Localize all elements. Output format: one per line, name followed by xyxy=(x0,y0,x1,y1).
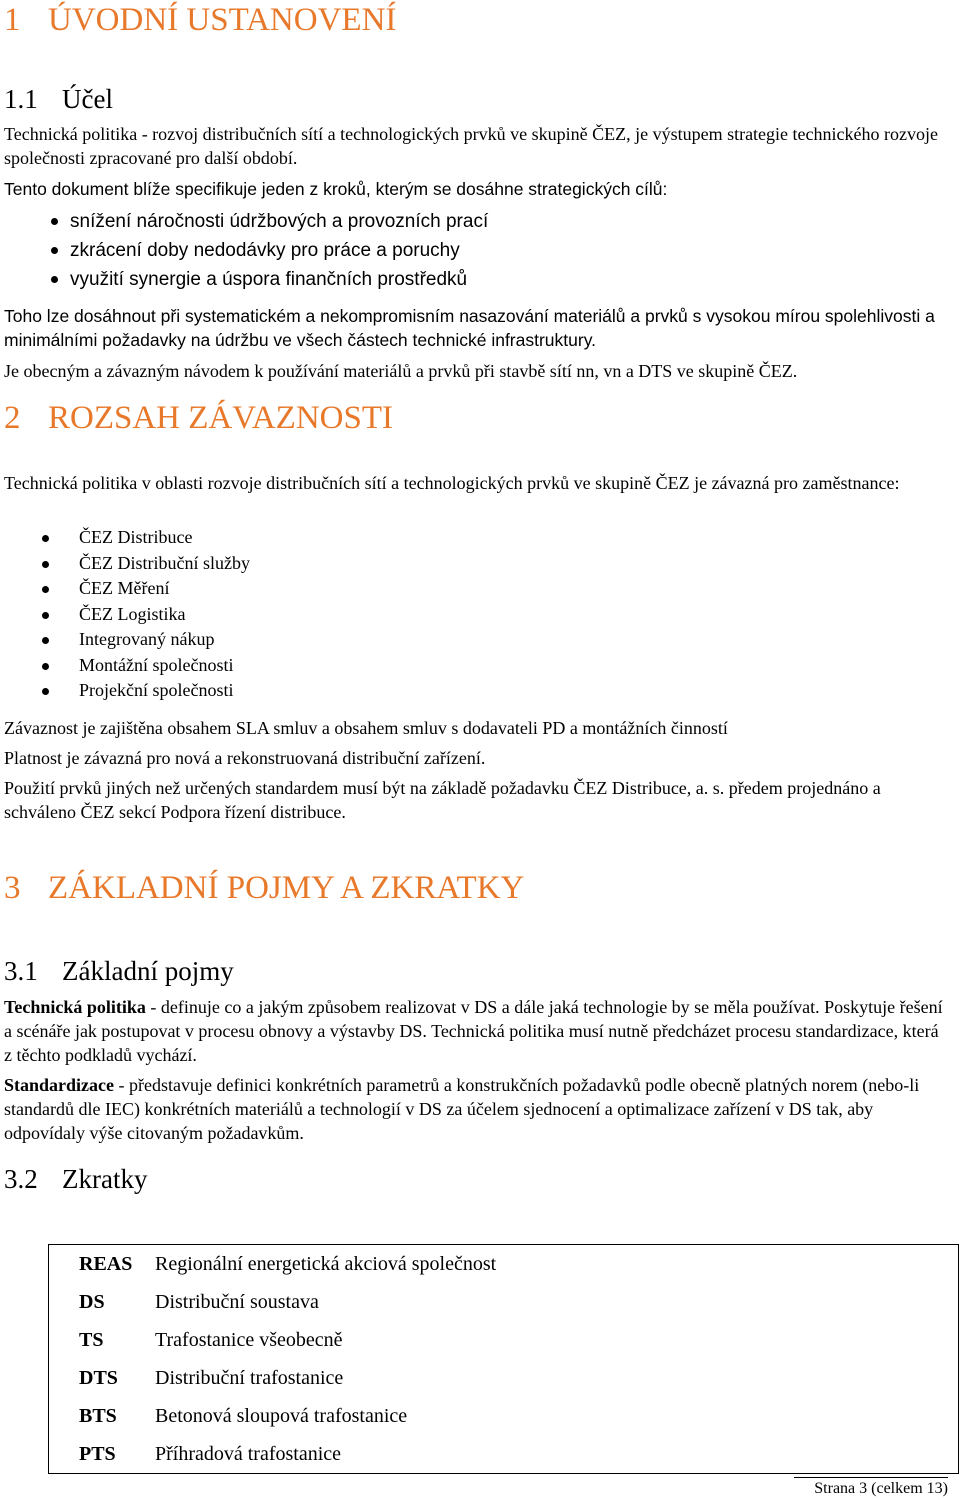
bullet-icon xyxy=(42,663,49,670)
table-row xyxy=(49,1321,959,1359)
abbr-cell: DTS xyxy=(79,1366,118,1389)
table-row xyxy=(49,1245,959,1284)
bullet-icon xyxy=(42,688,49,695)
binding-paragraph: Závaznost je zajištěna obsahem SLA smluv a obsahem smluv s dodavateli PD a montážních činností xyxy=(4,718,728,738)
term-standardization: Standardizace xyxy=(4,1075,114,1095)
usage-paragraph: Použití prvků jiných než určených standardem musí být na základě požadavku ČEZ Distribuce, a. s. předem projednáno a schváleno ČEZ sekcí Podpora řízení distribuce. xyxy=(4,778,881,822)
bullet-icon xyxy=(42,586,49,593)
abbr-cell: BTS xyxy=(79,1404,117,1427)
section-3-2-heading: 3.2 Zkratky xyxy=(4,1164,148,1194)
meaning-cell: Příhradová trafostanice xyxy=(155,1442,342,1465)
list-item: snížení náročnosti údržbových a provozních prací xyxy=(0,207,488,236)
list-item: Integrovaný nákup xyxy=(0,627,250,653)
list-item: ČEZ Měření xyxy=(0,576,250,602)
bullet-icon xyxy=(51,218,58,225)
term-technical-policy: Technická politika xyxy=(4,997,146,1017)
abbr-cell: PTS xyxy=(79,1442,116,1465)
list-item: zkrácení doby nedodávky pro práce a poruchy xyxy=(0,236,488,265)
definition-standardization: Standardizace - představuje definici konkrétních parametrů a konstrukčních požadavků podle obecně platných norem (nebo-li standardů dle IEC) konkrétních materiálů a technologií v DS za účelem sjednocení a optimalizace zařízení v DS tak, aby odpovídaly výše citovaným požadavkům. xyxy=(4,1075,920,1143)
meaning-cell: Trafostanice všeobecně xyxy=(155,1328,343,1351)
purpose-paragraph: Technická politika - rozvoj distribučních sítí a technologických prvků ve skupině ČEZ, je výstupem strategie technického rozvoje společnosti zpracované pro další období. xyxy=(4,124,938,168)
table-row xyxy=(49,1283,959,1321)
bullet-icon xyxy=(42,535,49,542)
specification-paragraph: Tento dokument blíže specifikuje jeden z kroků, kterým se dosáhne strategických cílů: xyxy=(4,179,668,199)
table-row xyxy=(49,1435,959,1474)
table-row xyxy=(49,1359,959,1397)
list-item: Projekční společnosti xyxy=(0,678,250,704)
abbr-cell: DS xyxy=(79,1290,105,1313)
goals-list xyxy=(0,207,488,294)
bullet-icon xyxy=(42,612,49,619)
section-3-1-heading: 3.1 Základní pojmy xyxy=(4,956,234,986)
list-item: Montážní společnosti xyxy=(0,653,250,679)
guide-paragraph: Je obecným a závazným návodem k používání materiálů a prvků při stavbě sítí nn, vn a DTS ve skupině ČEZ. xyxy=(4,361,798,381)
section-3-heading: 3 ZÁKLADNÍ POJMY A ZKRATKY xyxy=(4,870,525,906)
section-1-heading: 1 ÚVODNÍ USTANOVENÍ xyxy=(4,2,397,38)
bullet-icon xyxy=(51,247,58,254)
abbr-cell: TS xyxy=(79,1328,104,1351)
section-1-1-heading: 1.1 Účel xyxy=(4,84,113,114)
abbreviations-table xyxy=(48,1244,959,1474)
scope-intro-paragraph: Technická politika v oblasti rozvoje distribučních sítí a technologických prvků ve skupině ČEZ je závazná pro zaměstnance: xyxy=(4,473,900,493)
section-2-heading: 2 ROZSAH ZÁVAZNOSTI xyxy=(4,400,393,436)
list-item: využití synergie a úspora finančních prostředků xyxy=(0,265,488,294)
meaning-cell: Regionální energetická akciová společnost xyxy=(155,1252,497,1275)
meaning-cell: Distribuční trafostanice xyxy=(155,1366,344,1389)
list-item: ČEZ Logistika xyxy=(0,602,250,628)
employees-list xyxy=(0,525,250,704)
bullet-icon xyxy=(42,561,49,568)
list-item: ČEZ Distribuce xyxy=(0,525,250,551)
bullet-icon xyxy=(42,637,49,644)
achievement-paragraph: Toho lze dosáhnout při systematickém a nekompromisním nasazování materiálů a prvků s vysokou mírou spolehlivosti a minimálními požadavky na údržbu ve všech částech technické infrastruktury. xyxy=(4,306,935,350)
page-footer: Strana 3 (celkem 13) xyxy=(794,1477,948,1498)
list-item: ČEZ Distribuční služby xyxy=(0,551,250,577)
definition-technical-policy: Technická politika - definuje co a jakým způsobem realizovat v DS a dále jaká technologie by se měla používat. Poskytuje řešení a scénáře jak postupovat v procesu obnovy a výstavby DS. Technická politika musí nutně předcházet procesu standardizace, která z těchto podkladů vychází. xyxy=(4,997,943,1065)
bullet-icon xyxy=(51,276,58,283)
abbr-cell: REAS xyxy=(79,1252,133,1275)
validity-paragraph: Platnost je závazná pro nová a rekonstruovaná distribuční zařízení. xyxy=(4,748,486,768)
table-row xyxy=(49,1397,959,1435)
meaning-cell: Betonová sloupová trafostanice xyxy=(155,1404,408,1427)
meaning-cell: Distribuční soustava xyxy=(155,1290,319,1313)
